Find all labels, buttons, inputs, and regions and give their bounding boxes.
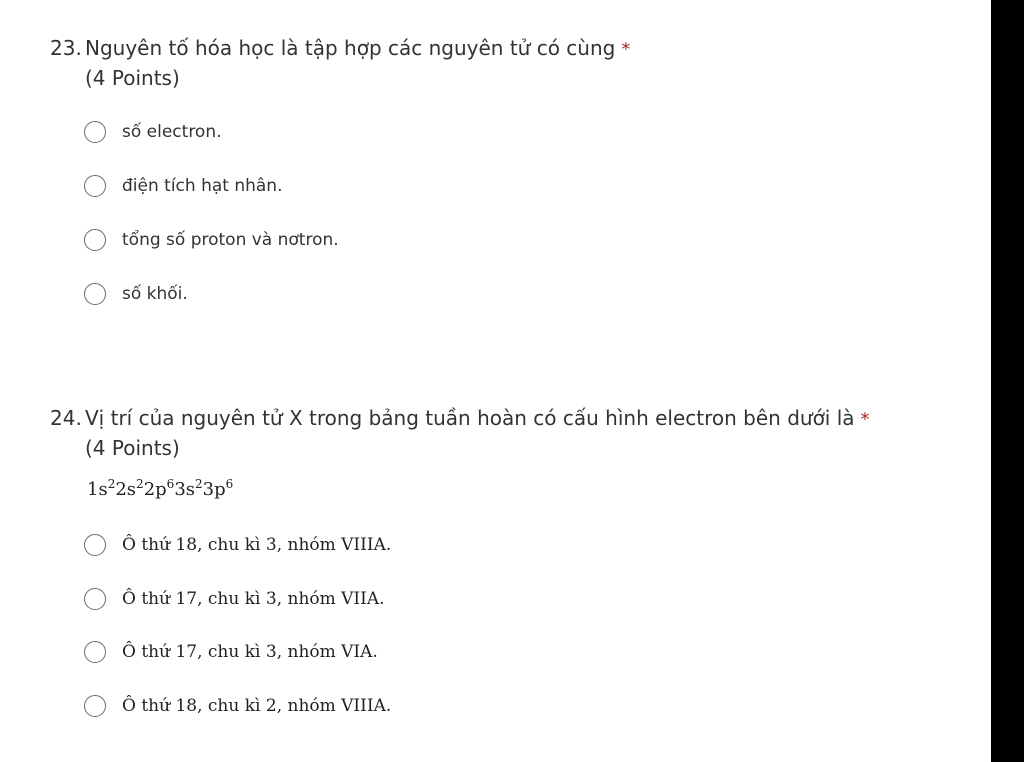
option-tong-so-proton-notron[interactable] [84,226,339,254]
option-label: tổng số proton và nơtron. [122,230,339,250]
radio-button[interactable] [84,175,106,197]
electron-configuration [87,477,233,500]
radio-button[interactable] [84,588,106,610]
config-term: 3p [202,479,226,500]
option-label: số electron. [122,122,222,142]
question-points: (4 Points) [85,436,180,460]
question-24-title [50,404,870,434]
radio-button[interactable] [84,641,106,663]
option-label: Ô thứ 18, chu kì 2, nhóm VIIIA. [122,696,392,716]
config-exponent: 6 [225,477,234,491]
config-term: 1s [87,479,108,500]
config-term: 3s [174,479,196,500]
radio-button[interactable] [84,534,106,556]
option-o-18-chu-ki-3-nhom-viiia[interactable] [84,531,391,559]
config-term: 2p [143,479,167,500]
question-points: (4 Points) [85,66,180,90]
option-o-17-chu-ki-3-nhom-viia[interactable] [84,585,385,613]
option-o-17-chu-ki-3-nhom-via[interactable] [84,638,378,666]
radio-button[interactable] [84,229,106,251]
question-23 [50,34,630,92]
config-exponent: 6 [166,477,175,491]
option-label: Ô thứ 17, chu kì 3, nhóm VIA. [122,642,378,662]
question-text: Nguyên tố hóa học là tập hợp các nguyên tử có cùng [85,36,616,60]
radio-button[interactable] [84,283,106,305]
config-term: 2s [115,479,137,500]
option-label: Ô thứ 18, chu kì 3, nhóm VIIIA. [122,535,392,555]
radio-button[interactable] [84,695,106,717]
config-exponent: 2 [195,477,203,491]
question-text: Vị trí của nguyên tử X trong bảng tuần hoàn có cấu hình electron bên dưới là [85,406,855,430]
option-label: số khối. [122,284,188,304]
question-number: 24. [50,406,82,430]
option-label: Ô thứ 17, chu kì 3, nhóm VIIA. [122,589,385,609]
question-number: 23. [50,36,82,60]
radio-button[interactable] [84,121,106,143]
required-mark: * [621,39,631,60]
question-24 [50,404,870,462]
config-exponent: 2 [107,477,116,491]
option-so-electron[interactable] [84,118,222,146]
required-mark: * [860,409,870,430]
option-o-18-chu-ki-2-nhom-viiia[interactable] [84,692,391,720]
question-23-title [50,34,630,64]
option-so-khoi[interactable] [84,280,188,308]
option-dien-tich-hat-nhan[interactable] [84,172,282,200]
config-exponent: 2 [136,477,144,491]
option-label: điện tích hạt nhân. [122,176,283,196]
